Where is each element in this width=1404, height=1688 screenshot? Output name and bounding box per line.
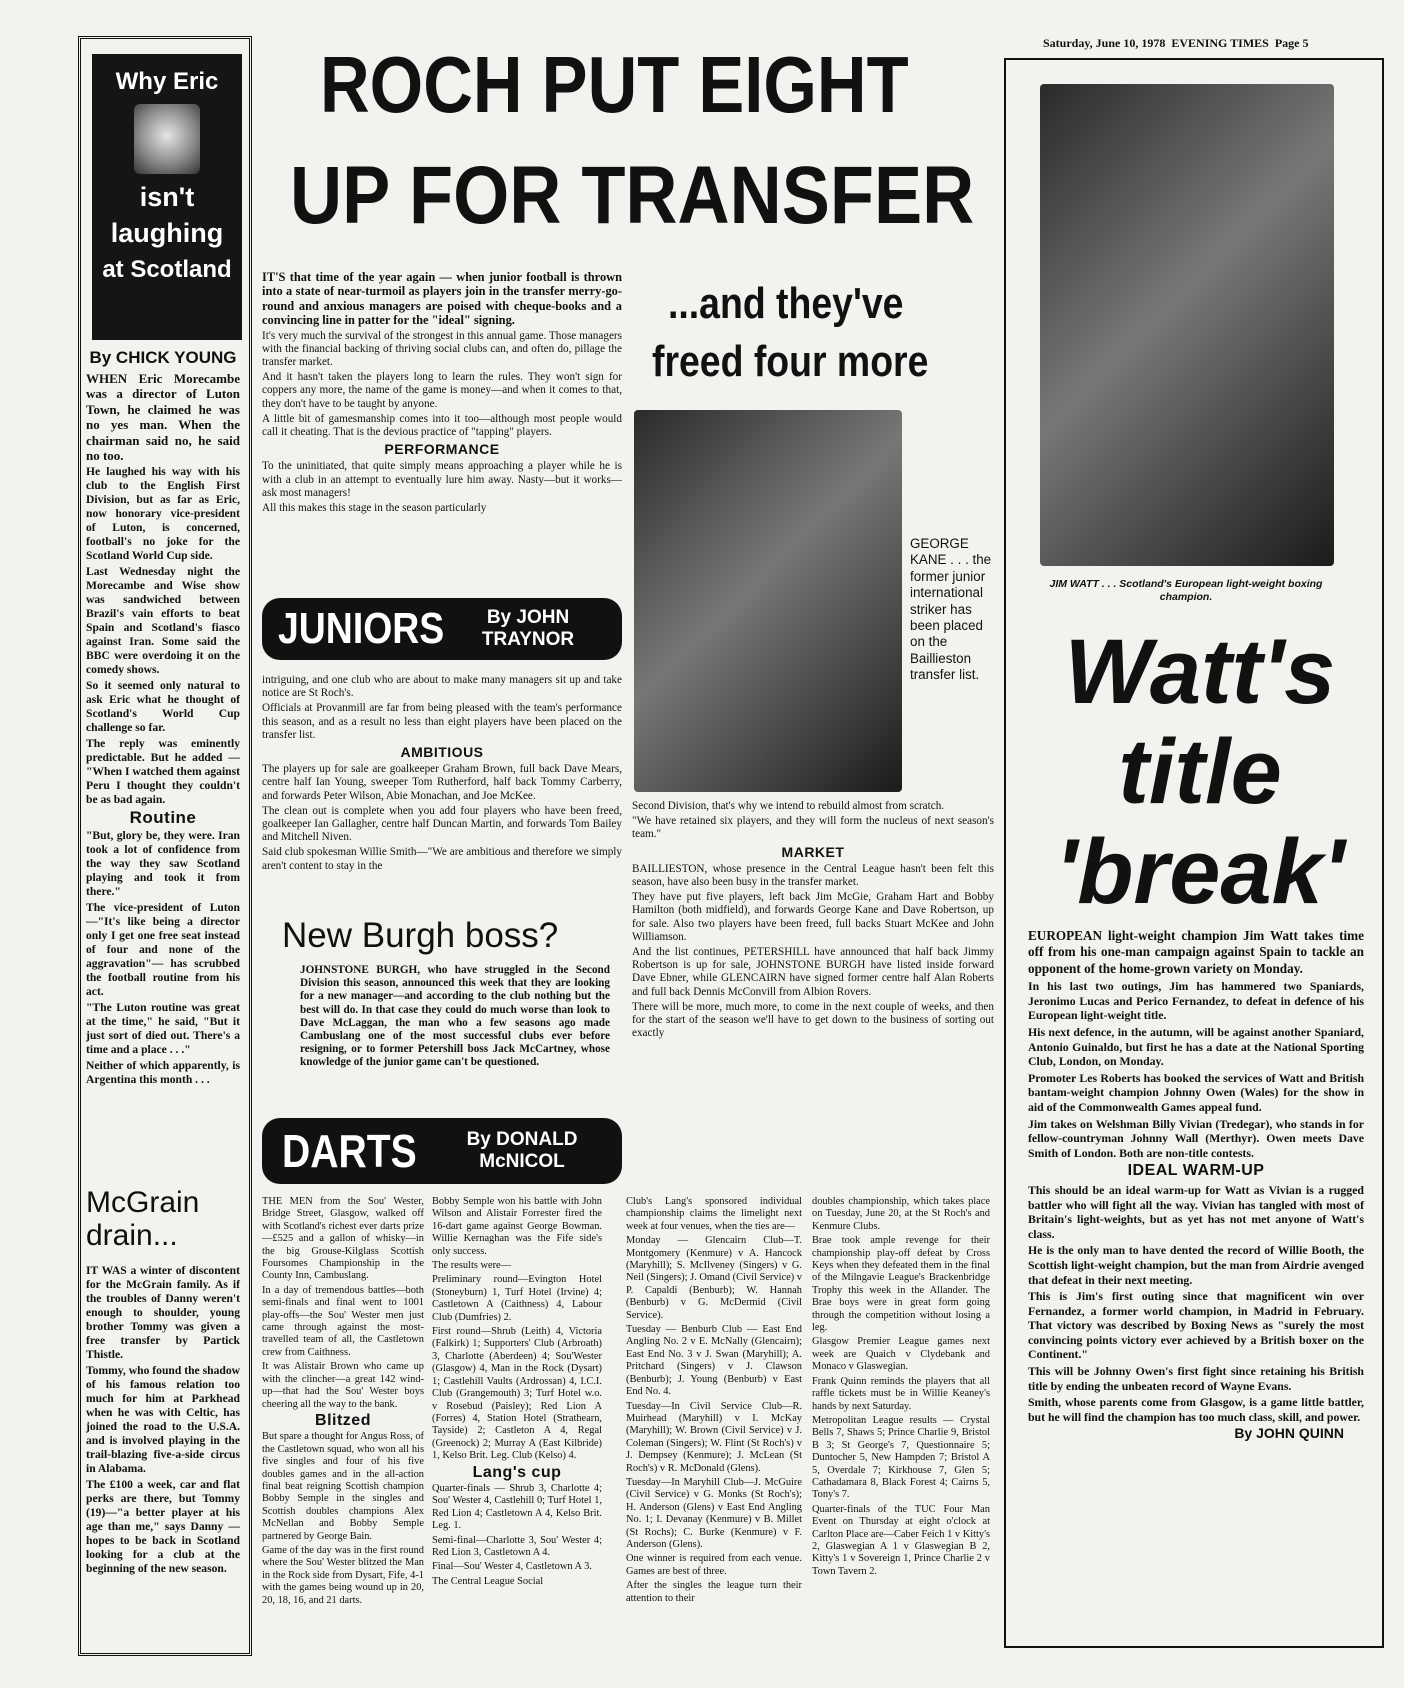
headline-line-1: ROCH PUT EIGHT bbox=[320, 40, 909, 129]
subheadline-line-1: ...and they've bbox=[668, 279, 904, 328]
darts-paragraph: Game of the day was in the first round where the Sou' Wester blitzed the Man in the Rock side from Dysart, Fife, 4-1 with the games being wound up in 20, 20, 18, 16, and 21 darts. bbox=[262, 1544, 424, 1606]
juniors-paragraph: It's very much the survival of the strongest in this annual game. Those managers with the financial backing of thriving social clubs can, and often do, pillage the transfer market. bbox=[262, 329, 622, 369]
left-paragraph: "But, glory be, they were. Iran took a lot of confidence from the way they saw Scotland playing and took it from there." bbox=[86, 829, 240, 899]
mcgrain-paragraph: IT WAS a winter of discontent for the McGrain family. As if the troubles of Danny weren't enough to shoulder, young brother Tommy was given a free transfer by Partick Thistle. bbox=[86, 1264, 240, 1361]
jim-watt-photo bbox=[1040, 84, 1334, 566]
juniors-paragraph: And it hasn't taken the players long to learn the rules. They won't sign for coppers any more, the name of the game is money—and when it comes to that, they don't have to be taught by anyone. bbox=[262, 371, 622, 410]
darts-column-4 bbox=[812, 1196, 990, 1580]
mcgrain-article bbox=[86, 1264, 240, 1578]
darts-paragraph: doubles championship, which takes place on Tuesday, June 20, at the St Roch's and Kenmure Clubs. bbox=[812, 1196, 990, 1232]
promo-title-line-2: isn't bbox=[139, 182, 195, 212]
darts-paragraph: Glasgow Premier League games next week are Quaich v Clydebank and Monaco v Glaswegian. bbox=[812, 1336, 990, 1373]
left-paragraph: So it seemed only natural to ask Eric what he thought of Scotland's World Cup challenge so far. bbox=[86, 679, 240, 735]
eric-photo bbox=[134, 104, 200, 174]
darts-column-1 bbox=[262, 1196, 424, 1609]
juniors-paragraph: A little bit of gamesmanship comes into it too—although most people would call it cheating. That is the devious practice of "tapping" players. bbox=[262, 412, 622, 439]
juniors-paragraph: Second Division, that's why we intend to rebuild almost from scratch. bbox=[632, 800, 945, 812]
darts-paragraph: After the singles the league turn their attention to their bbox=[626, 1580, 802, 1604]
darts-paragraph: Semi-final—Charlotte 3, Sou' Wester 4; Red Lion 3, Castletown A 4. bbox=[432, 1534, 602, 1558]
promo-box bbox=[92, 54, 242, 340]
kane-photo-caption: GEORGE KANE . . . the former junior international striker has been placed on the Baillieston transfer list. bbox=[910, 536, 992, 683]
darts-paragraph: The Central League Social bbox=[432, 1575, 544, 1587]
watt-title bbox=[1030, 622, 1370, 922]
juniors-paragraph: There will be more, much more, to come in the next couple of weeks, and then for the start of the season we'll have to get down to the business of sorting out exactly bbox=[632, 1000, 994, 1040]
darts-paragraph: Final—Sou' Wester 4, Castletown A 3. bbox=[432, 1561, 592, 1573]
juniors-paragraph: The players up for sale are goalkeeper Graham Brown, full back Dave Mears, centre half Ian Young, sweeper Tom Rutherford, half back Tommy Carberry, and forwards Peter Wilson, Abie Monachan, and Joe McKee. bbox=[262, 763, 622, 802]
watt-paragraph: In his last two outings, Jim has hammered two Spaniards, Jeronimo Lucas and Perico Fernandez, to defeat in defence of his European light-weight title. bbox=[1028, 979, 1364, 1023]
juniors-paragraph: To the uninitiated, that quite simply means approaching a player while he is with a club in an attempt to eventually lure him away. Nasty—but it works—ask most managers! bbox=[262, 460, 622, 499]
darts-paragraph: Tuesday—In Civil Service Club—R. Muirhead (Maryhill) v I. McKay (Maryhill); W. Brown (Civil Service) v J. Coleman (Singers); W. Flint (St Roch's) v J. Dempsey (Kenmure); J. McLean (St Roch's) v R. McDonald (Glens). bbox=[626, 1400, 802, 1474]
mcgrain-paragraph: The £100 a week, car and flat perks are there, but Tommy (19)—"a better player at his age than me," says Danny —hopes to be back in Scotland looking for a club at the beginning of the new season. bbox=[86, 1478, 240, 1575]
darts-subhead-blitzed: Blitzed bbox=[315, 1411, 371, 1429]
watt-intro: EUROPEAN light-weight champion Jim Watt takes time off from his one-man campaign against Spain to tackle an opponent of the home-grown variety on Monday. bbox=[1028, 928, 1364, 976]
left-paragraph: "The Luton routine was great at the time," he said, "But it just sort of died out. There's a time and a place . . ." bbox=[86, 1001, 240, 1057]
promo-title-line-1: Why Eric bbox=[115, 68, 219, 95]
burgh-text: JOHNSTONE BURGH, who have struggled in the Second Division this season, announced this week that they are looking for a new manager—and according to the club nothing but the best will do. In that case they could do much worse than look to Dave McLaggan, the man who a few seasons ago made Cambuslang one of the most successful clubs ever before resigning, or to former Petershill boss Jack McCartney, whose knowledge of the junior game can't be questioned. bbox=[300, 964, 610, 1069]
juniors-banner bbox=[262, 598, 622, 660]
watt-title-line-3: 'break' bbox=[1055, 821, 1345, 923]
byline: By CHICK YOUNG bbox=[89, 348, 237, 367]
watt-title-line-2: title bbox=[1118, 721, 1282, 823]
juniors-banner-title: JUNIORS bbox=[278, 604, 445, 653]
darts-banner bbox=[262, 1118, 622, 1184]
left-paragraph: The reply was eminently predictable. But he added — "When I watched them against Peru I thought they couldn't be as bad again. bbox=[86, 737, 240, 807]
promo-title-line-4: at Scotland bbox=[102, 256, 232, 283]
mcgrain-paragraph: Tommy, who found the shadow of his famous relation too much for him at Parkhead when he was with Celtic, has joined the road to the U.S.A. and is involved playing in the trail-blazing five-a-side circus in Alabama. bbox=[86, 1364, 240, 1475]
juniors-intro: IT'S that time of the year again — when junior football is thrown into a state of near-turmoil as players join in the transfer merry-go-round and anxious managers are poised with cheque-books and a convincing line in patter for the "ideal" signing. bbox=[262, 270, 622, 328]
watt-subhead: IDEAL WARM-UP bbox=[1127, 1162, 1265, 1180]
darts-subhead-langs-cup: Lang's cup bbox=[472, 1463, 562, 1481]
left-intro: WHEN Eric Morecambe was a director of Luton Town, he claimed he was no yes man. When the chairman said no, he said no too. bbox=[86, 371, 240, 464]
watt-paragraph: Smith, whose parents come from Glasgow, is a game little battler, but he will find the champion has too much class, skill, and power. bbox=[1028, 1395, 1364, 1424]
headline-line-2: UP FOR TRANSFER bbox=[290, 150, 975, 241]
promo-title-line-3: laughing bbox=[110, 218, 224, 248]
left-subhead: Routine bbox=[129, 808, 197, 828]
left-paragraph: Neither of which apparently, is Argentina this month . . . bbox=[86, 1059, 240, 1087]
darts-paragraph: Preliminary round—Evington Hotel (Stoneyburn) 1, Turf Hotel (Irvine) 4; Castletown A (Caithness) 4, Labour Club (Dumfries) 2. bbox=[432, 1274, 602, 1323]
left-paragraph: He laughed his way with his club to the English First Division, but as far as Eric, now honorary vice-president of Luton, is concerned, football's no joke for the Scotland World Cup side. bbox=[86, 465, 240, 563]
darts-paragraph: Tuesday—In Maryhill Club—J. McGuire (Civil Service) v G. Monks (St Roch's); H. Anderson (Glens) v East End Angling No. 1; I. Devanay (Kenmure) v B. Millet (St Rochs); C. Burke (Kenmure) v F. Anderson (Glens). bbox=[626, 1476, 802, 1550]
juniors-subhead-market: MARKET bbox=[781, 843, 845, 860]
darts-banner-byline: By DONALD McNICOL bbox=[466, 1129, 578, 1172]
darts-paragraph: Tuesday — Benburb Club — East End Angling No. 2 v E. McNally (Glencairn); East End No. 3 v J. Swan (Maryhill); A. Pritchard (Singers) v J. Clawson (Benburb); J. Young (Benburb) v East End No. 4. bbox=[626, 1324, 802, 1398]
watt-photo-caption: JIM WATT . . . Scotland's European light-weight boxing champion. bbox=[1049, 578, 1323, 603]
left-article bbox=[86, 348, 240, 1089]
darts-paragraph: In a day of tremendous battles—both semi-finals and final went to 1001 play-offs—the Sou' Wester men just came through against the most-travelled team of all, the Castletown crew from Caithness. bbox=[262, 1284, 424, 1358]
darts-banner-title: DARTS bbox=[282, 1125, 417, 1177]
juniors-paragraph: They have put five players, left back Jim McGie, Graham Hart and Bobby Hamilton (both midfield), and forwards George Kane and Dave Robertson, up for sale. Also two players have been freed, full backs Stuart McKee and John Williamson. bbox=[632, 891, 994, 943]
darts-paragraph: But spare a thought for Angus Ross, of the Castletown squad, who won all his five singles and four of his five doubles games and in the all-action final beat reigning Scottish champion Bobby Semple in the singles and Scottish doubles champions Alex McNellan and Bobby Semple partnered by George Bain. bbox=[262, 1431, 424, 1542]
watt-title-line-1: Watt's bbox=[1064, 621, 1336, 723]
darts-paragraph: Brae took ample revenge for their championship play-off defeat by Cross Keys when they defeated them in the final of the Milngavie League's Brackenbridge Trophy this week in the Allander. The Brae boys were in great form going through the competition without losing a leg. bbox=[812, 1235, 990, 1334]
juniors-paragraph: "We have retained six players, and they will form the nucleus of next season's team." bbox=[632, 815, 994, 841]
juniors-paragraph: The clean out is complete when you add four players who have been freed, goalkeeper Ian Gallagher, centre half Duncan Martin, and forwards Tom Bailey and Mitchell Niven. bbox=[262, 804, 622, 844]
juniors-banner-byline: By JOHN TRAYNOR bbox=[481, 607, 575, 650]
juniors-paragraph: And the list continues, PETERSHILL have announced that half back Jimmy Robertson is up for sale, JOHNSTONE BURGH have listed inside forward Dave Ebner, while GLENCAIRN have signed former centre half Alan Roberts and full back Dennis McConvill from Albion Rovers. bbox=[632, 946, 994, 998]
juniors-subhead-performance: PERFORMANCE bbox=[384, 441, 500, 458]
subheadline-line-2: freed four more bbox=[652, 337, 929, 386]
darts-paragraph: Metropolitan League results — Crystal Bells 7, Shaws 5; Prince Charlie 9, Bristol B 3; St George's 7, Questionnaire 5; Duntocher 5, New Hampden 7; Bristol A 5, Overdale 7; Kirkhouse 7, Glen 5; Cathadamara 8, Black Forest 4; Cairns 5, Tony's 7. bbox=[812, 1414, 990, 1501]
juniors-subhead-ambitious: AMBITIOUS bbox=[400, 744, 484, 761]
watt-paragraph: Promoter Les Roberts has booked the services of Watt and British bantam-weight champion Johnny Owen (Wales) for the show in aid of the Commonwealth Games appeal fund. bbox=[1028, 1070, 1364, 1114]
darts-paragraph: Club's Lang's sponsored individual championship claims the limelight next week at four venues, when the ties are— bbox=[626, 1196, 802, 1232]
juniors-paragraph: Said club spokesman Willie Smith—"We are ambitious and therefore we simply aren't content to stay in the bbox=[262, 846, 622, 872]
george-kane-photo bbox=[634, 410, 902, 792]
darts-paragraph: The results were— bbox=[432, 1260, 512, 1272]
darts-column-2 bbox=[432, 1196, 602, 1590]
darts-paragraph: It was Alistair Brown who came up with the clincher—a great 142 wind-up—that had the Sou' Wester boys cheering all the way to the bank. bbox=[262, 1361, 424, 1410]
juniors-paragraph: intriguing, and one club who are about to make many managers sit up and take notice are St Roch's. bbox=[262, 674, 622, 700]
watt-paragraph: This will be Johnny Owen's first fight since retaining his British title by ending the unbeaten record of Wayne Evans. bbox=[1028, 1364, 1364, 1393]
watt-paragraph: This should be an ideal warm-up for Watt as Vivian is a rugged battler who will fight all the way. Vivian has tangled with most of Britain's light-weights, but as yet has not met anyone of Watt's class. bbox=[1028, 1182, 1364, 1241]
darts-paragraph: Monday — Glencairn Club—T. Montgomery (Kenmure) v A. Hancock (Maryhill); S. McIlveney (Singers) v G. Neil (Singers); J. Omand (Civil Service) v P. Capaldi (Benburb); W. Hannah (Benburb) v G. McDermid (Civil Service). bbox=[626, 1235, 802, 1321]
darts-paragraph: Frank Quinn reminds the players that all raffle tickets must be in Willie Keaney's hands by next Saturday. bbox=[812, 1375, 990, 1412]
darts-paragraph: Quarter-finals — Shrub 3, Charlotte 4; Sou' Wester 4, Castlehill 0; Turf Hotel 1, Red Lion 4; Castletown A 4, Kelso Brit. Leg. 1. bbox=[432, 1482, 602, 1532]
watt-article bbox=[1028, 928, 1364, 1441]
mcgrain-title: McGrain drain... bbox=[86, 1186, 200, 1252]
masthead: Saturday, June 10, 1978 EVENING TIMES Page 5 bbox=[1043, 36, 1309, 50]
left-paragraph: The vice-president of Luton—"It's like being a director only I get one free seat instead of four and none of the aggravation"— has scrubbed the football routine from his act. bbox=[86, 901, 240, 999]
juniors-article-mid bbox=[262, 674, 622, 875]
darts-paragraph: One winner is required from each venue. Games are best of three. bbox=[626, 1553, 802, 1577]
juniors-paragraph: Officials at Provanmill are far from being pleased with the team's performance this season, and as a result no less than eight players have been placed on the transfer list. bbox=[262, 702, 622, 741]
darts-paragraph: THE MEN from the Sou' Wester, Bridge Street, Glasgow, walked off with Scotland's richest ever darts prize—£525 and a gallon of whisky—in the big Grouse-Kilglass Scottish Foursomes Championship in the County Inn, Cambuslang. bbox=[262, 1196, 424, 1282]
juniors-paragraph: All this makes this stage in the season particularly bbox=[262, 502, 487, 515]
watt-paragraph: This is Jim's first outing since that magnificent win over Fernandez, a former world champion, in Madrid in February. That victory was described by Boxing News as "surely the most convincing points victory ever achieved by a British boxer on the Continent." bbox=[1028, 1289, 1364, 1362]
darts-column-3 bbox=[626, 1196, 802, 1607]
watt-paragraph: His next defence, in the autumn, will be against another Spaniard, Antonio Guinaldo, but first he has a date at the National Sporting Club, London, on Monday. bbox=[1028, 1025, 1364, 1069]
watt-paragraph: He is the only man to have dented the record of Willie Booth, the Scottish light-weight champion, but the man from Airdrie avenged that defeat in their next meeting. bbox=[1028, 1243, 1364, 1287]
juniors-article-right bbox=[632, 800, 994, 1042]
watt-byline: By JOHN QUINN bbox=[1234, 1425, 1344, 1442]
watt-paragraph: Jim takes on Welshman Billy Vivian (Tredegar), who stands in for fellow-countryman Johnny Wall (Merthyr). Owen meets Dave Smith of London. Both are non-title contests. bbox=[1028, 1116, 1364, 1160]
darts-paragraph: Quarter-finals of the TUC Four Man Event on Thursday at eight o'clock at Carlton Place are—Caber Feich 1 v Kitty's 2, Glaswegian A 1 v Glaswegian B 2, Kitty's 1 v Sovereign 1, Prince Charlie 2 v Town Tavern 2. bbox=[812, 1503, 990, 1577]
left-paragraph: Last Wednesday night the Morecambe and Wise show was sandwiched between Brazil's vain efforts to beat Spain and Scotland's fiasco against Iran. Some said the BBC were overdoing it on the comedy shows. bbox=[86, 565, 240, 677]
juniors-article-top bbox=[262, 270, 622, 517]
darts-paragraph: First round—Shrub (Leith) 4, Victoria (Falkirk) 1; Supporters' Club (Arbroath) 3, Charlotte (Aberdeen) 4; Sou'Wester (Glasgow) 4, Man in the Rock (Dysart) 1; Castlehill Vaults (Ardrossan) 4, I.C.I. Club (Grangemouth) 3; Turf Hotel w.o. v Rosebud (Paisley); Red Lion A (Forres) 4, Station Hotel (Strathearn, Tayside) 2; Castleton A 4, Regal (Greenock) 2; Murray A (East Kilbride) 1, Kelso Brit. Leg. Club (Kelso) 4. bbox=[432, 1326, 602, 1462]
darts-paragraph: Bobby Semple won his battle with John Wilson and Alistair Forrester fired the 16-dart game against George Bowman. Willie Kernaghan was the Fife side's only success. bbox=[432, 1196, 602, 1257]
burgh-title: New Burgh boss? bbox=[282, 916, 559, 955]
juniors-paragraph: BAILLIESTON, whose presence in the Central League hasn't been felt this season, have also been busy in the transfer market. bbox=[632, 862, 994, 889]
